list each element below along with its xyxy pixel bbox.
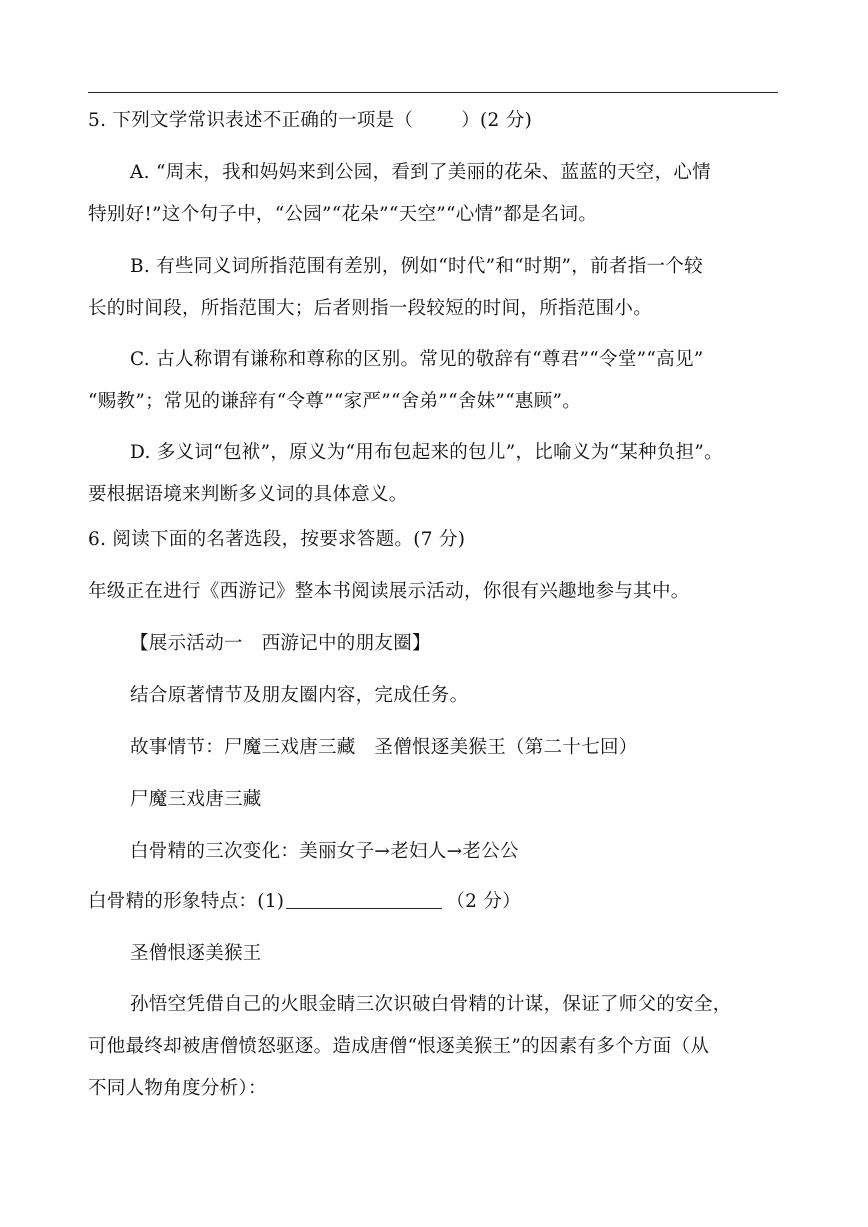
task-instruction: 结合原著情节及朋友圈内容，完成任务。 [130, 685, 469, 706]
subheading-chapter-1: 尸魔三戏唐三藏 [130, 789, 262, 810]
question-5-stem [88, 108, 788, 134]
question-6-stem: 6. 阅读下面的名著选段，按要求答题。(7 分) [88, 529, 466, 550]
answer-blank-1[interactable] [286, 890, 442, 909]
activity-1-heading: 【展示活动一 西游记中的朋友圈】 [130, 633, 431, 654]
subheading-chapter-2: 圣僧恨逐美猴王 [130, 943, 262, 964]
trait-score: （2 分） [446, 891, 521, 912]
plot-line: 故事情节：尸魔三戏唐三藏 圣僧恨逐美猴王（第二十七回） [130, 737, 638, 758]
option-c-line-1: C. 古人称谓有谦称和尊称的区别。常见的敬辞有“尊君”“令堂”“高见” [130, 349, 704, 370]
option-b-line-1: B. 有些同义词所指范围有差别，例如“时代”和“时期”，前者指一个较 [130, 256, 703, 277]
question-6-intro: 年级正在进行《西游记》整本书阅读展示活动，你很有兴趣地参与其中。 [88, 581, 690, 602]
header-rule [88, 92, 778, 93]
option-b-line-2: 长的时间段，所指范围大；后者则指一段较短的时间，所指范围小。 [88, 298, 653, 319]
paragraph-line-3: 不同人物角度分析）： [88, 1078, 267, 1099]
option-a-line-2: 特别好!”这个句子中，“公园”“花朵”“天空”“心情”都是名词。 [88, 204, 598, 225]
paragraph-line-2: 可他最终却被唐僧愤怒驱逐。造成唐僧“恨逐美猴王”的因素有多个方面（从 [88, 1036, 710, 1057]
trait-label: 白骨精的形象特点：(1) [88, 891, 285, 912]
option-d-line-2: 要根据语境来判断多义词的具体意义。 [88, 484, 408, 505]
trait-question [88, 889, 788, 915]
paragraph-line-1: 孙悟空凭借自己的火眼金睛三次识破白骨精的计谋，保证了师父的安全， [130, 994, 732, 1015]
option-d-line-1: D. 多义词“包袱”，原义为“用布包起来的包儿”，比喻义为“某种负担”。 [130, 442, 723, 463]
transformations-line: 白骨精的三次变化：美丽女子→老妇人→老公公 [130, 841, 519, 862]
option-c-line-2: “赐教”；常见的谦辞有“令尊”“家严”“舍弟”“舍妹”“惠顾”。 [88, 391, 582, 412]
question-5-score: ）(2 分) [461, 110, 533, 131]
option-a-line-1: A. “周末，我和妈妈来到公园，看到了美丽的花朵、蓝蓝的天空，心情 [130, 162, 711, 183]
question-5-stem-text: 5. 下列文学常识表述不正确的一项是（ [88, 110, 414, 131]
